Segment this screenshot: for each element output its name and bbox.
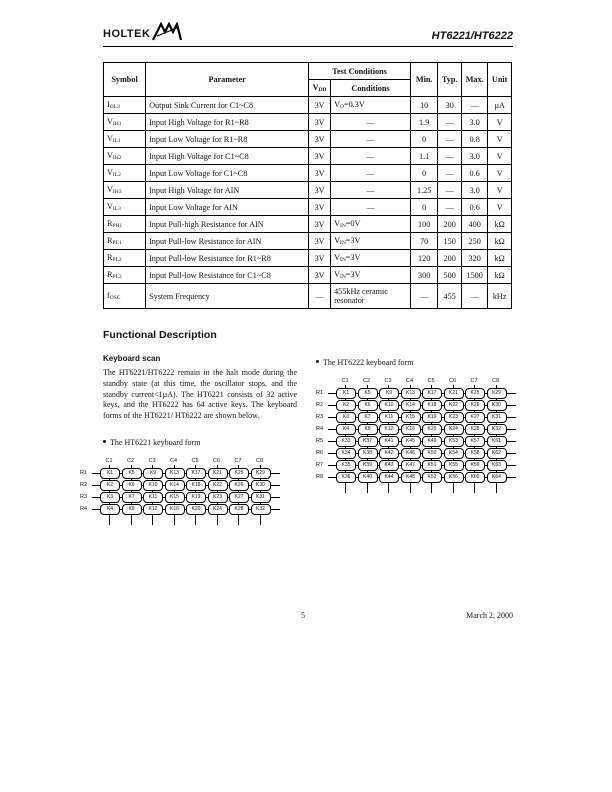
footer-date: March 2, 2000 (466, 611, 513, 620)
column-label: C5 (191, 458, 199, 464)
cell-parameter: Input Pull-low Resistance for C1~C8 (146, 267, 309, 284)
cell-typ: 500 (438, 267, 462, 284)
cell-typ: 200 (438, 250, 462, 267)
header-vdd: VDD (309, 80, 331, 97)
keyboard-scan-paragraph: The HT6221/HT6222 remain in the halt mode during the standby state (at this time, the oscillator stops, and the standby current<1µA). The HT6221 consists of 32 active keys, and the HT6222 has 64 active keys. The keyboard forms of the HT6221/ HT6222 are shown below. (103, 368, 297, 421)
document-title: HT6221/HT6222 (431, 30, 513, 42)
keyboard-key: K15 (401, 412, 421, 423)
keyboard-key: K19 (422, 412, 442, 423)
keyboard-key: K3 (336, 412, 356, 423)
keyboard-key: K28 (229, 504, 249, 515)
row-label: R2 (316, 402, 324, 408)
cell-symbol: fOSC (104, 284, 146, 309)
page-number: 5 (301, 611, 305, 620)
keyboard-key: K32 (487, 424, 507, 435)
keyboard-key: K8 (122, 504, 142, 515)
keyboard-key: K16 (401, 424, 421, 435)
cell-symbol: VIL1 (104, 131, 146, 148)
cell-vdd: — (309, 284, 331, 309)
cell-max: 400 (462, 216, 488, 233)
keyboard-key: K22 (208, 480, 228, 491)
cell-min: 300 (411, 267, 438, 284)
keyboard-key: K17 (186, 468, 206, 479)
cell-vdd: 3V (309, 97, 331, 114)
keyboard-key: K33 (336, 436, 356, 447)
table-row (104, 148, 512, 165)
cell-typ: — (438, 131, 462, 148)
cell-unit: kΩ (488, 233, 512, 250)
column-label: C7 (234, 458, 242, 464)
keyboard-key: K14 (165, 480, 185, 491)
keyboard-key: K56 (444, 472, 464, 483)
keyboard-key: K53 (444, 436, 464, 447)
cell-vdd: 3V (309, 267, 331, 284)
cell-vdd: 3V (309, 250, 331, 267)
cell-max: 0.6 (462, 199, 488, 216)
cell-unit: kΩ (488, 250, 512, 267)
keyboard-key: K12 (143, 504, 163, 515)
keyboard-key: K16 (165, 504, 185, 515)
cell-conditions: — (331, 114, 411, 131)
cell-symbol: RPL3 (104, 267, 146, 284)
column-label: C5 (427, 378, 435, 384)
keyboard-key: K52 (422, 472, 442, 483)
cell-symbol: VIH2 (104, 148, 146, 165)
cell-symbol: VIL2 (104, 165, 146, 182)
cell-vdd: 3V (309, 199, 331, 216)
cell-conditions: — (331, 148, 411, 165)
header-symbol: Symbol (104, 63, 146, 97)
row-label: R5 (316, 438, 324, 444)
keyboard-key: K44 (379, 472, 399, 483)
cell-max: 0.8 (462, 131, 488, 148)
cell-vdd: 3V (309, 131, 331, 148)
cell-vdd: 3V (309, 216, 331, 233)
keyboard-key: K47 (401, 460, 421, 471)
cell-parameter: Input High Voltage for AIN (146, 182, 309, 199)
cell-unit: V (488, 114, 512, 131)
cell-min: 0 (411, 165, 438, 182)
dc-characteristics-table (103, 62, 512, 309)
cell-max: — (462, 97, 488, 114)
keyboard-key: K5 (122, 468, 142, 479)
keyboard-key: K54 (444, 448, 464, 459)
keyboard-key: K27 (465, 412, 485, 423)
column-label: C3 (148, 458, 156, 464)
keyboard-key: K45 (401, 436, 421, 447)
keyboard-key: K8 (358, 424, 378, 435)
keyboard-key: K60 (465, 472, 485, 483)
keyboard-key: K58 (465, 448, 485, 459)
keyboard-key: K14 (401, 400, 421, 411)
bullet-ht6221: The HT6221 keyboard form (103, 438, 200, 447)
keyboard-key: K4 (100, 504, 120, 515)
keyboard-key: K13 (165, 468, 185, 479)
keyboard-key: K10 (143, 480, 163, 491)
table-row (104, 182, 512, 199)
column-label: C6 (448, 378, 457, 384)
cell-unit: kΩ (488, 216, 512, 233)
keyboard-key: K38 (358, 448, 378, 459)
keyboard-key: K40 (358, 472, 378, 483)
column-label: C6 (212, 458, 221, 464)
keyboard-key: K24 (444, 424, 464, 435)
column-label: C2 (126, 458, 135, 464)
table-row (104, 199, 512, 216)
cell-conditions: VO=0.3V (331, 97, 411, 114)
keyboard-key: K12 (379, 424, 399, 435)
column-label: C2 (362, 378, 371, 384)
bullet-dot (103, 440, 106, 443)
cell-parameter: Input Pull-low Resistance for AIN (146, 233, 309, 250)
cell-parameter: Input Pull-high Resistance for AIN (146, 216, 309, 233)
cell-min: — (411, 284, 438, 309)
cell-unit: V (488, 182, 512, 199)
header-typ: Typ. (438, 63, 462, 97)
cell-parameter: Input High Voltage for C1~C8 (146, 148, 309, 165)
cell-symbol: RPL1 (104, 233, 146, 250)
keyboard-key: K7 (122, 492, 142, 503)
keyboard-key: K41 (379, 436, 399, 447)
cell-min: 1.9 (411, 114, 438, 131)
cell-typ: 30 (438, 97, 462, 114)
cell-conditions: — (331, 199, 411, 216)
cell-typ: — (438, 148, 462, 165)
column-label: C4 (405, 378, 414, 384)
keyboard-key: K22 (444, 400, 464, 411)
cell-vdd: 3V (309, 182, 331, 199)
cell-max: — (462, 284, 488, 309)
cell-max: 3.0 (462, 114, 488, 131)
keyboard-key: K49 (422, 436, 442, 447)
cell-conditions: VIN=3V (331, 233, 411, 250)
table-row (104, 250, 512, 267)
cell-unit: V (488, 165, 512, 182)
column-label: C8 (255, 458, 264, 464)
cell-unit: V (488, 199, 512, 216)
keyboard-key: K11 (379, 412, 399, 423)
header-divider (103, 46, 513, 47)
cell-unit: µA (488, 97, 512, 114)
row-label: R6 (316, 450, 324, 456)
keyboard-key: K2 (100, 480, 120, 491)
cell-min: 100 (411, 216, 438, 233)
cell-symbol: VIH3 (104, 182, 146, 199)
column-label: C3 (384, 378, 392, 384)
keyboard-key: K30 (251, 480, 271, 491)
keyboard-key: K27 (229, 492, 249, 503)
cell-typ: — (438, 114, 462, 131)
column-label: C1 (105, 458, 113, 464)
cell-conditions: VIN=0V (331, 216, 411, 233)
cell-typ: — (438, 165, 462, 182)
keyboard-key: K11 (143, 492, 163, 503)
keyboard-key: K6 (358, 400, 378, 411)
cell-conditions: VIN=3V (331, 250, 411, 267)
cell-parameter: Output Sink Current for C1~C8 (146, 97, 309, 114)
cell-parameter: Input Low Voltage for R1~R8 (146, 131, 309, 148)
cell-conditions: — (331, 182, 411, 199)
cell-conditions: — (331, 131, 411, 148)
keyboard-key: K17 (422, 388, 442, 399)
keyboard-key: K15 (165, 492, 185, 503)
column-label: C8 (491, 378, 500, 384)
cell-conditions: VIN=3V (331, 267, 411, 284)
cell-symbol: IOL3 (104, 97, 146, 114)
keyboard-key: K63 (487, 460, 507, 471)
keyboard-key: K24 (208, 504, 228, 515)
keyboard-key: K48 (401, 472, 421, 483)
table-row (104, 114, 512, 131)
cell-conditions: 455kHz ceramic resonator (331, 284, 411, 309)
table-row (104, 131, 512, 148)
keyboard-key: K26 (465, 400, 485, 411)
keyboard-key: K43 (379, 460, 399, 471)
keyboard-key: K64 (487, 472, 507, 483)
keyboard-key: K23 (208, 492, 228, 503)
cell-parameter: Input High Voltage for R1~R8 (146, 114, 309, 131)
keyboard-key: K51 (422, 460, 442, 471)
keyboard-key: K1 (100, 468, 120, 479)
keyboard-key: K39 (358, 460, 378, 471)
keyboard-key: K23 (444, 412, 464, 423)
cell-symbol: VIL3 (104, 199, 146, 216)
row-label: R7 (316, 462, 324, 468)
row-label: R3 (316, 414, 324, 420)
table-row (104, 216, 512, 233)
cell-parameter: System Frequency (146, 284, 309, 309)
column-label: C4 (169, 458, 178, 464)
keyboard-key: K55 (444, 460, 464, 471)
keyboard-key: K31 (251, 492, 271, 503)
cell-typ: — (438, 182, 462, 199)
cell-min: 0 (411, 131, 438, 148)
table-row (104, 267, 512, 284)
keyboard-key: K61 (487, 436, 507, 447)
keyboard-key: K50 (422, 448, 442, 459)
cell-unit: kHz (488, 284, 512, 309)
keyboard-key: K29 (487, 388, 507, 399)
keyboard-key: K21 (444, 388, 464, 399)
header-min: Min. (411, 63, 438, 97)
keyboard-key: K37 (358, 436, 378, 447)
row-label: R8 (316, 474, 324, 480)
keyboard-key: K6 (122, 480, 142, 491)
table-row (104, 233, 512, 250)
keyboard-key: K34 (336, 448, 356, 459)
header-test-conditions: Test Conditions (309, 63, 411, 80)
cell-symbol: RPH1 (104, 216, 146, 233)
keyboard-key: K13 (401, 388, 421, 399)
cell-max: 320 (462, 250, 488, 267)
cell-typ: 200 (438, 216, 462, 233)
keyboard-key: K19 (186, 492, 206, 503)
header-max: Max. (462, 63, 488, 97)
keyboard-key: K18 (422, 400, 442, 411)
row-label: R1 (316, 390, 324, 396)
cell-typ: 150 (438, 233, 462, 250)
bullet-ht6222: The HT6222 keyboard form (316, 358, 413, 367)
keyboard-key: K35 (336, 460, 356, 471)
holtek-logo: HOLTEK (103, 28, 151, 40)
header-unit: Unit (488, 63, 512, 97)
keyboard-key: K32 (251, 504, 271, 515)
keyboard-key: K21 (208, 468, 228, 479)
keyboard-key: K28 (465, 424, 485, 435)
keyboard-key: K20 (186, 504, 206, 515)
row-label: R4 (316, 426, 324, 432)
column-label: C1 (341, 378, 349, 384)
cell-vdd: 3V (309, 148, 331, 165)
table-row (104, 97, 512, 114)
row-label: R4 (80, 506, 88, 512)
cell-typ: — (438, 199, 462, 216)
cell-parameter: Input Pull-low Resistance for R1~R8 (146, 250, 309, 267)
cell-max: 3.0 (462, 182, 488, 199)
row-label: R1 (80, 470, 88, 476)
cell-vdd: 3V (309, 165, 331, 182)
keyboard-key: K1 (336, 388, 356, 399)
keyboard-key: K7 (358, 412, 378, 423)
keyboard-key: K3 (100, 492, 120, 503)
keyboard-key: K46 (401, 448, 421, 459)
row-label: R3 (80, 494, 88, 500)
cell-min: 70 (411, 233, 438, 250)
cell-vdd: 3V (309, 114, 331, 131)
keyboard-key: K57 (465, 436, 485, 447)
keyboard-key: K20 (422, 424, 442, 435)
row-label: R2 (80, 482, 88, 488)
cell-parameter: Input Low Voltage for C1~C8 (146, 165, 309, 182)
keyboard-key: K9 (143, 468, 163, 479)
cell-max: 3.0 (462, 148, 488, 165)
table-row (104, 284, 512, 309)
cell-max: 0.6 (462, 165, 488, 182)
cell-max: 1500 (462, 267, 488, 284)
cell-max: 250 (462, 233, 488, 250)
cell-min: 10 (411, 97, 438, 114)
cell-unit: V (488, 131, 512, 148)
page-header (103, 22, 513, 48)
keyboard-key: K36 (336, 472, 356, 483)
header-conditions: Conditions (331, 80, 411, 97)
keyboard-key: K29 (251, 468, 271, 479)
keyboard-key: K26 (229, 480, 249, 491)
cell-vdd: 3V (309, 233, 331, 250)
keyboard-key: K2 (336, 400, 356, 411)
cell-unit: V (488, 148, 512, 165)
keyboard-key: K62 (487, 448, 507, 459)
cell-unit: kΩ (488, 267, 512, 284)
cell-symbol: VIH1 (104, 114, 146, 131)
section-title: Functional Description (103, 329, 217, 341)
subsection-title: Keyboard scan (103, 354, 161, 363)
keyboard-key: K25 (229, 468, 249, 479)
cell-min: 0 (411, 199, 438, 216)
keyboard-key: K31 (487, 412, 507, 423)
keyboard-key: K59 (465, 460, 485, 471)
keyboard-key: K25 (465, 388, 485, 399)
holtek-logo-icon (151, 22, 183, 42)
cell-symbol: RPL2 (104, 250, 146, 267)
cell-min: 1.25 (411, 182, 438, 199)
bullet-dot (316, 360, 319, 363)
keyboard-key: K10 (379, 400, 399, 411)
cell-conditions: — (331, 165, 411, 182)
cell-min: 120 (411, 250, 438, 267)
cell-parameter: Input Low Voltage for AIN (146, 199, 309, 216)
column-label: C7 (470, 378, 478, 384)
keyboard-key: K18 (186, 480, 206, 491)
table-row (104, 165, 512, 182)
keyboard-key: K9 (379, 388, 399, 399)
header-parameter: Parameter (146, 63, 309, 97)
keyboard-key: K4 (336, 424, 356, 435)
keyboard-key: K5 (358, 388, 378, 399)
keyboard-key: K30 (487, 400, 507, 411)
cell-min: 1.1 (411, 148, 438, 165)
cell-typ: 455 (438, 284, 462, 309)
keyboard-key: K42 (379, 448, 399, 459)
